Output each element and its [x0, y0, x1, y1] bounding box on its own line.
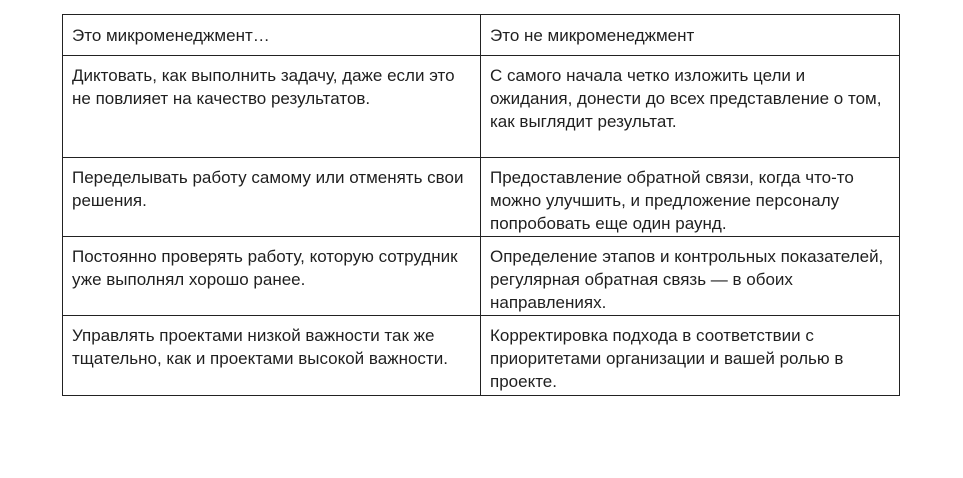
header-row	[63, 15, 900, 56]
table-cell: Определение этапов и контрольных показателей, регулярная обратная связь — в обоих направлениях.	[481, 237, 900, 316]
table-row	[63, 316, 900, 396]
table-cell: Предоставление обратной связи, когда что-то можно улучшить, и предложение персоналу попробовать еще один раунд.	[481, 158, 900, 237]
table-cell: Диктовать, как выполнить задачу, даже если это не повлияет на качество результатов.	[63, 56, 481, 158]
table-cell: Переделывать работу самому или отменять свои решения.	[63, 158, 481, 237]
table-cell: Управлять проектами низкой важности так же тщательно, как и проектами высокой важности.	[63, 316, 481, 396]
table-cell: Постоянно проверять работу, которую сотрудник уже выполнял хорошо ранее.	[63, 237, 481, 316]
table-body	[63, 56, 900, 396]
comparison-table-container	[62, 14, 899, 396]
table-row	[63, 56, 900, 158]
table-header	[63, 15, 900, 56]
header-cell-micromanagement: Это микроменеджмент…	[63, 15, 481, 56]
comparison-table	[62, 14, 900, 396]
table-row	[63, 158, 900, 237]
table-cell: С самого начала четко изложить цели и ожидания, донести до всех представление о том, как выглядит результат.	[481, 56, 900, 158]
table-cell: Корректировка подхода в соответствии с приоритетами организации и вашей ролью в проекте.	[481, 316, 900, 396]
table-row	[63, 237, 900, 316]
header-cell-not-micromanagement: Это не микроменеджмент	[481, 15, 900, 56]
